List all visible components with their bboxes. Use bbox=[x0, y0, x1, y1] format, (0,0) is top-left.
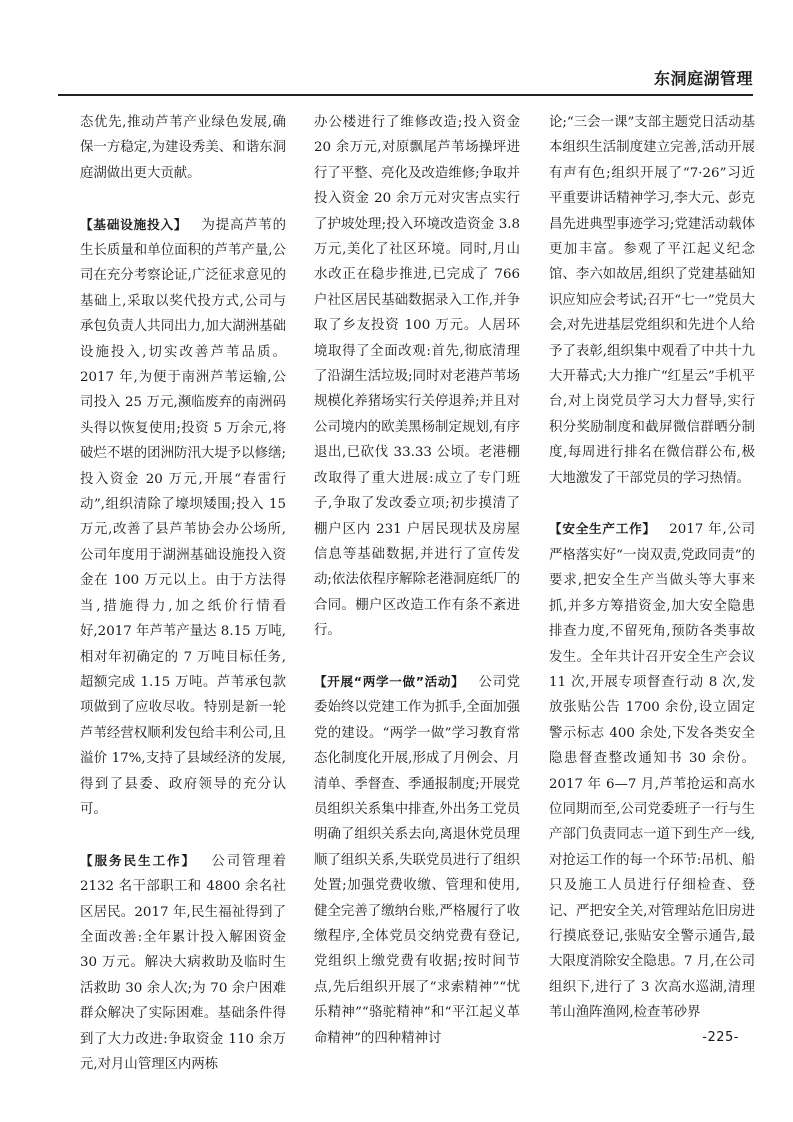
page-header-title: 东洞庭湖管理 bbox=[653, 69, 753, 88]
section-body-infrastructure: 为提高芦苇的生长质量和单位面积的芦苇产量,公司在充分考察论证,广泛征求意见的基础上,采取以奖代投方式,公司与承包负责人共同出力,加大湖洲基础设施投入,切实改善芦苇品质。2017 年,为便于南洲芦苇运输,公司投入 25 万元,濒临废弃的南洲码头得以恢复使用;投资 5 万余元,将破烂不堪的团洲防汛大堤予以修缮;投入资金 20 万元,开展“春雷行动”,组织清除了壕坝矮围;投入 15 万元,改善了县芦苇协会办公场所,公司年度用于湖洲基础设施投入资金在 100 万元以上。由于方法得当,措施得力,加之纸价行情看好,2017 年芦苇产量达 8.15 万吨,相对年初确定的 7 万吨目标任务,超额完成 1.15 万吨。芦苇承包款项做到了应收尽收。特别是新一轮芦苇经营权顺利发包给丰利公司,且溢价 17%,支持了县域经济的发展,得到了县委、政府领导的充分认可。 bbox=[80, 217, 287, 817]
text-column-2 bbox=[314, 110, 520, 1051]
continued-paragraph: 态优先,推动芦苇产业绿色发展,确保一方稳定,为建设秀美、和谐东洞庭湖做出更大贡献。 bbox=[80, 115, 286, 181]
section-people-service bbox=[80, 848, 286, 1078]
text-column-1 bbox=[80, 110, 286, 1077]
section-title-infrastructure: 【基础设施投入】 bbox=[80, 216, 188, 232]
section-title-party-study: 【开展“两学一做”活动】 bbox=[314, 673, 465, 689]
section-title-safety: 【安全生产工作】 bbox=[549, 521, 656, 537]
page-number: -225- bbox=[702, 1030, 739, 1045]
section-title-people-service: 【服务民生工作】 bbox=[80, 852, 197, 868]
section-infrastructure bbox=[80, 212, 286, 823]
section-body-people-service: 公司管理着 2132 名干部职工和 4800 余名社区居民。2017 年,民生福祉得到了全面改善:全年累计投入解困资金 30 万元。解决大病救助及临时生活救助 30 余人次;为 70 余户困难群众解决了实际困难。基础条件得到了大力改进:争取资金 110 余万元,对月山管理区内两栋 bbox=[80, 853, 287, 1072]
section-party-study bbox=[314, 669, 520, 1051]
section-body-safety: 2017 年,公司严格落实好“一岗双责,党政同责”的要求,把安全生产当做头等大事来抓,并多方筹措资金,加大安全隐患排查力度,不留死角,预防各类事故发生。全年共计召开安全生产会议 11 次,开展专项督查行动 8 次,发放张贴公告 1700 余份,设立固定警示标志 400 余处,下发各类安全隐患督查整改通知书 30 余份。2017 年 6—7 月,芦苇抢运和高水位同期而至,公司党委班子一行与生产部门负责同志一道下到生产一线,对抢运工作的每一个环节:吊机、船只及施工人员进行仔细检查、登记、严把安全关,对管理站危旧房进行摸底登记,张贴安全警示通告,最大限度消除安全隐患。7 月,在公司组织下,进行了 3 次高水巡湖,清理苇山渔阵渔网,检查苇砂界 bbox=[549, 522, 755, 1021]
section-body-party-study: 公司党委始终以党建工作为抓手,全面加强党的建设。“两学一做”学习教育常态化制度化开展,形成了月例会、月清单、季督查、季通报制度;开展党员组织关系集中排查,外出务工党员明确了组织关系去向,离退休党员理顺了组织关系,失联党员进行了组织处置;加强党费收缴、管理和使用,健全完善了缴纳台账,严格履行了收缴程序,全体党员交纳党费有登记,党组织上缴党费有收据;按时间节点,先后组织开展了“求索精神”“忧乐精神”“骆驼精神”和“平江起义革命精神”的四种精神讨 bbox=[314, 674, 521, 1046]
section-safety bbox=[549, 516, 755, 1025]
header-rule bbox=[58, 94, 753, 96]
continued-paragraph: 办公楼进行了维修改造;投入资金 20 余万元,对原飘尾芦苇场操坪进行了平整、亮化及改造维修;争取并投入资金 20 余万元对灾害点实行了护坡处理;投入环境改造资金 3.8 万元,美化了社区环境。同时,月山水改正在稳步推进,已完成了 766 户社区居民基础数据录入工作,并争取了乡友投资 100 万元。人居环境取得了全面改观:首先,彻底清理了沿湖生活垃圾;同时对老港芦苇场规模化养猪场实行关停退养;并且对公司境内的欧美黑杨制定规划,有序退出,已砍伐 33.33 公顷。老港棚改取得了重大进展:成立了专门班子,争取了发改委立项;初步摸清了棚户区内 231 户居民现状及房屋信息等基础数据,并进行了宣传发动;依法依程序解除老港洞庭纸厂的合同。棚户区改造工作有条不紊进行。 bbox=[314, 115, 520, 639]
continued-paragraph: 论;“三会一课”支部主题党日活动基本组织生活制度建立完善,活动开展有声有色;组织开展了“7·26”习近平重要讲话精神学习,李大元、彭克昌先进典型事迹学习;党建活动载体更加丰富。参观了平江起义纪念馆、李六如故居,组织了党建基础知识应知应会考试;召开“七一”党员大会,对先进基层党组织和先进个人给予了表彰,组织集中观看了中共十九大开幕式;大力推广“红星云”手机平台,对上岗党员学习大力督导,实行积分奖励制度和截屏微信群晒分制度,每周进行排名在微信群公布,极大地激发了干部党员的学习热情。 bbox=[549, 115, 755, 486]
text-column-3 bbox=[549, 110, 755, 1026]
